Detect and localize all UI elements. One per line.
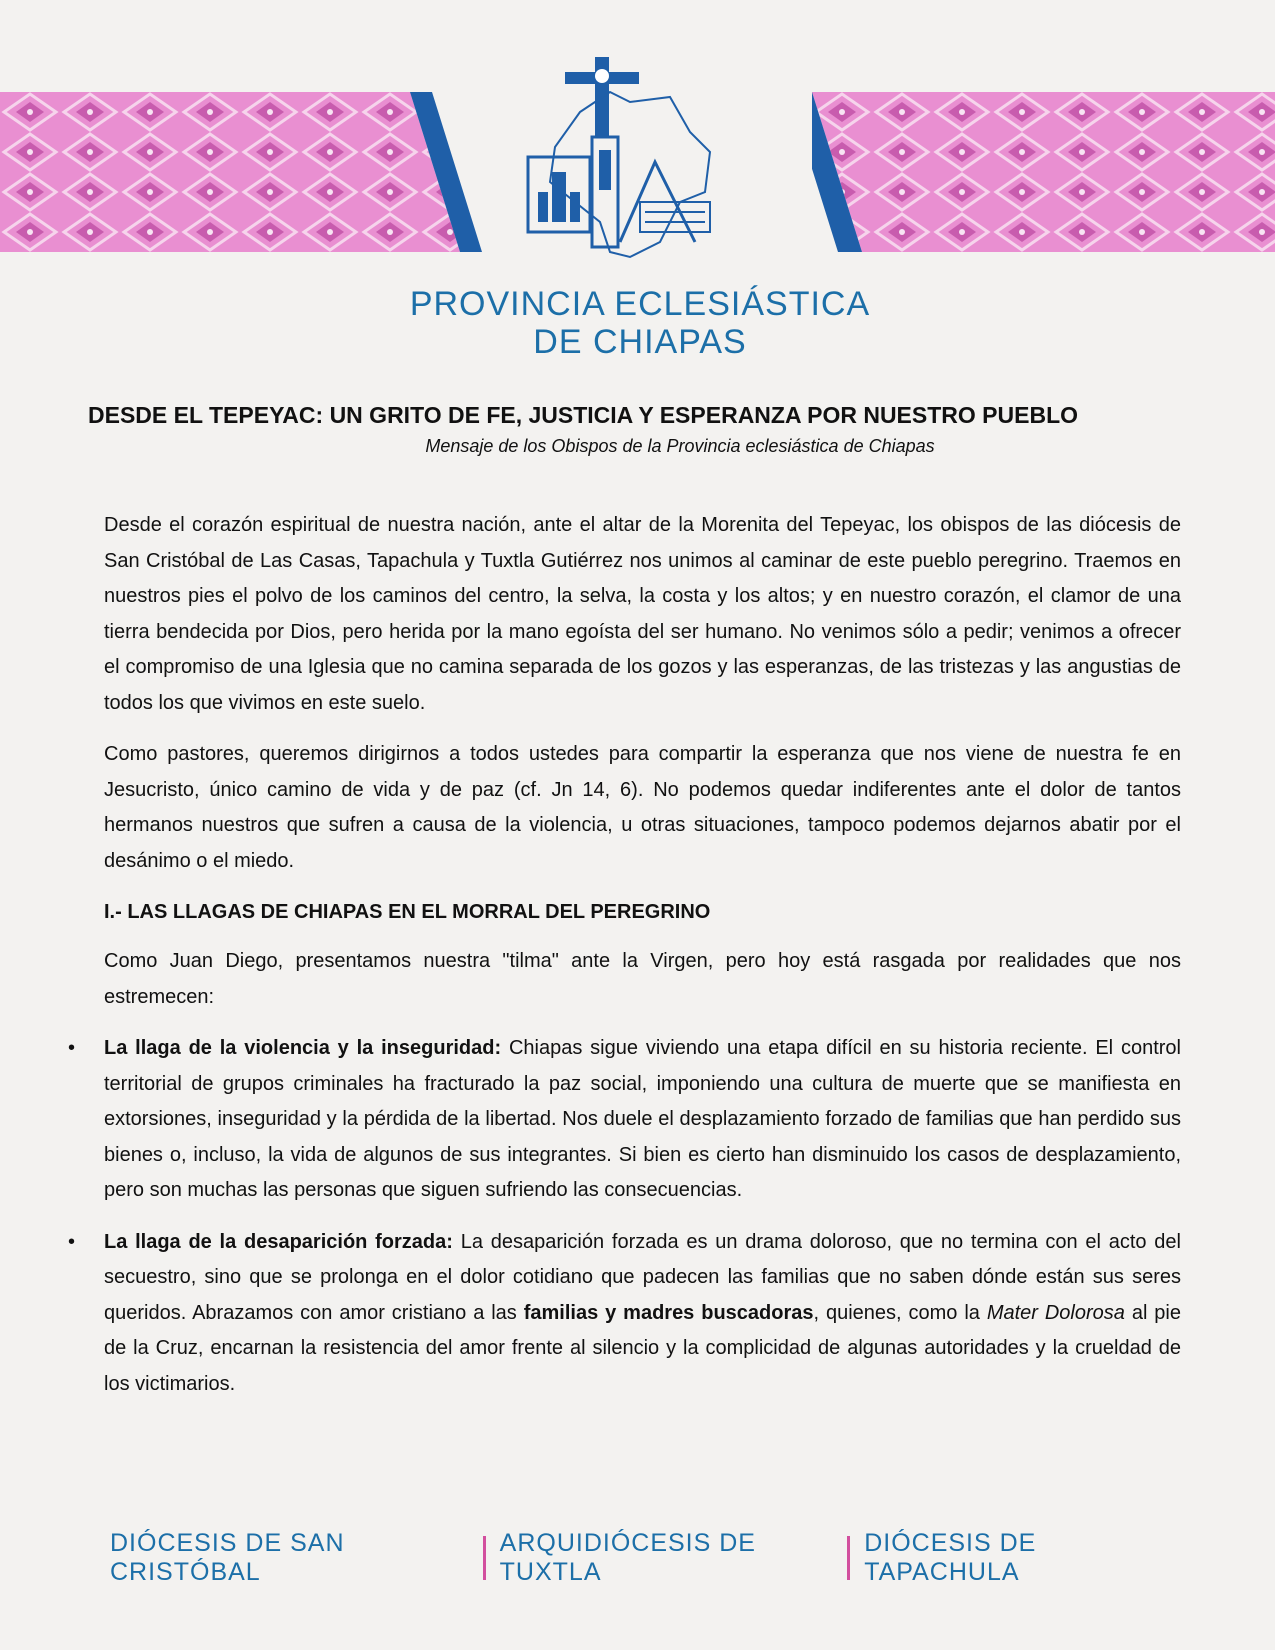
bullet-emphasis: familias y madres buscadoras xyxy=(523,1301,814,1324)
footer xyxy=(110,1529,1170,1586)
bullet-body: al pie de la Cruz, encarnan la resistencia del amor frente al silencio y la complicidad de algunas autoridades y la crueldad de los victimarios. xyxy=(104,1301,1181,1395)
bullet-lead: La llaga de la violencia y la inseguridad: xyxy=(104,1037,502,1059)
cross-cathedral-logo-icon xyxy=(520,52,760,267)
bullet-text xyxy=(104,1225,1181,1403)
document-body xyxy=(68,508,1181,1418)
paragraph: Como pastores, queremos dirigirnos a todos ustedes para compartir la esperanza que nos viene de nuestra fe en Jesucristo, único camino de vida y de paz (cf. Jn 14, 6). No podemos quedar indiferentes ante el dolor de tantos hermanos nuestros que sufren a causa de la violencia, u otras situaciones, tampoco podemos dejarnos abatir por el desánimo o el miedo. xyxy=(104,743,1181,872)
document-subtitle: Mensaje de los Obispos de la Provincia eclesiástica de Chiapas xyxy=(425,436,935,456)
bullet-lead: La llaga de la desaparición forzada: xyxy=(104,1230,453,1253)
bullet-body: La desaparición forzada es un drama doloroso, que no termina con el acto del secuestro, sino que se prolonga en el dolor cotidiano que padecen las familias que no saben dónde están sus seres queridos. Abrazamos con amor cristiano a las xyxy=(104,1230,1181,1324)
bullet-italic: Mater Dolorosa xyxy=(986,1301,1125,1324)
bullet-text xyxy=(104,1031,1181,1209)
footer-separator xyxy=(483,1536,486,1580)
section-heading: I.- LAS LLAGAS DE CHIAPAS EN EL MORRAL DEL PEREGRINO xyxy=(104,901,711,923)
org-name-line2: DE CHIAPAS xyxy=(533,323,747,361)
paragraph: Desde el corazón espiritual de nuestra nación, ante el altar de la Morenita del Tepeyac, los obispos de las diócesis de San Cristóbal de Las Casas, Tapachula y Tuxtla Gutiérrez nos unimos al caminar de este pueblo peregrino. Traemos en nuestros pies el polvo de los caminos del centro, la selva, la costa y los altos; y en nuestro corazón, el clamor de una tierra bendecida por Dios, pero herida por la mano egoísta del ser humano. No venimos sólo a pedir; venimos a ofrecer el compromiso de una Iglesia que no camina separada de los gozos y las esperanzas, de las tristezas y las angustias de todos los que vivimos en este suelo. xyxy=(104,514,1181,714)
pink-pattern-band-right xyxy=(812,92,1275,252)
pink-pattern-band-left xyxy=(0,92,490,252)
footer-diocese-san-cristobal: DIÓCESIS DE SAN CRISTÓBAL xyxy=(110,1529,345,1586)
paragraph: Como Juan Diego, presentamos nuestra "tilma" ante la Virgen, pero hoy está rasgada por realidades que nos estremecen: xyxy=(104,950,1181,1008)
bullet-icon: • xyxy=(68,1037,76,1059)
footer-archdiocese-tuxtla: ARQUIDIÓCESIS DE TUXTLA xyxy=(499,1529,756,1586)
bullet-body: Chiapas sigue viviendo una etapa difícil en su historia reciente. El control territorial de grupos criminales ha fracturado la paz social, imponiendo una cultura de muerte que se manifiesta en extorsiones, inseguridad y la pérdida de la libertad. Nos duele el desplazamiento forzado de familias que han perdido sus bienes o, incluso, la vida de algunos de sus integrantes. Si bien es cierto han disminuido los casos de desplazamiento, pero son muchas las personas que siguen sufriendo las consecuencias. xyxy=(104,1037,1181,1201)
document-title: DESDE EL TEPEYAC: UN GRITO DE FE, JUSTICIA Y ESPERANZA POR NUESTRO PUEBLO xyxy=(88,402,1079,428)
bullet-icon: • xyxy=(68,1230,76,1253)
list-item xyxy=(68,1225,1181,1403)
footer-separator xyxy=(847,1536,850,1580)
list-item xyxy=(68,1031,1181,1209)
letterhead xyxy=(0,0,1275,370)
footer-diocese-tapachula: DIÓCESIS DE TAPACHULA xyxy=(864,1529,1037,1586)
bullet-body: , quienes, como la xyxy=(813,1301,987,1324)
org-name-line1: PROVINCIA ECLESIÁSTICA xyxy=(409,285,871,323)
